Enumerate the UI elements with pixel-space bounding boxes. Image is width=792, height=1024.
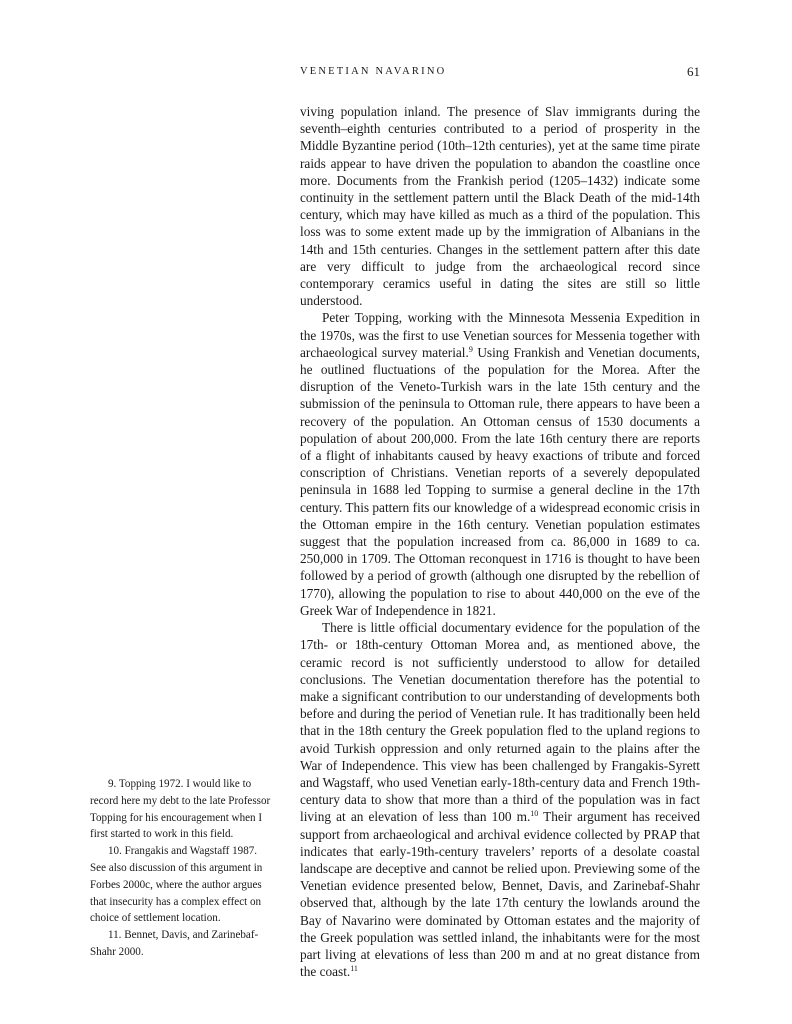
main-text — [300, 103, 700, 980]
footnote-11: 11. Bennet, Davis, and Zarinebaf-Shahr 2000. — [90, 929, 259, 958]
paragraph-3-text-b: Their argument has received support from archaeological and archival evidence collected by PRAP that indicates that early-19th-century travelers’ reports of a desolate coastal landscape are deceptive and cannot be relied upon. Previewing some of the Venetian evidence presented below, Bennet, Davis, and Zarinebaf-Shahr observed that, although by the late 17th century the lowlands around the Bay of Navarino were dominated by Ottoman estates and the majority of the Greek population was settled inland, the inhabitants were for the most part living at elevations of less than 200 m and at no great distance from the coast. — [300, 809, 701, 980]
page-number: 61 — [687, 64, 700, 79]
paragraph-1-text: viving population inland. The presence of Slav immigrants during the seventh–eighth centuries contributed to a period of prosperity in the Middle Byzantine period (10th–12th centuries), yet at the same time pirate raids appear to have driven the population to abandon the coastline once more. Documents from the Frankish period (1205–1432) indicate some continuity in the settlement pattern until the Black Death of the mid-14th century, which may have killed as much as a third of the population. This loss was to some extent made up by the immigration of Albanians in the 14th and 15th centuries. Changes in the settlement pattern after this date are very difficult to judge from the archaeological record since contemporary ceramics useful in dating the sites are still so little understood. — [300, 104, 700, 309]
footnote-9: 9. Topping 1972. I would like to record here my debt to the late Professor Topping for his encouragement when I first started to work in this field. — [90, 778, 271, 841]
paragraph-1 — [300, 103, 700, 309]
footnotes — [90, 776, 274, 961]
paragraph-2 — [300, 309, 700, 619]
paragraph-2-text-a: Peter Topping, working with the Minnesota Messenia Expedition in the 1970s, was the first to use Venetian sources for Messenia together with archaeological survey material. — [300, 310, 700, 360]
paragraph-3 — [300, 619, 700, 980]
paragraph-3-text-a: There is little official documentary evidence for the population of the 17th- or 18th-century Ottoman Morea and, as mentioned above, the ceramic record is not sufficiently understood to allow for detailed conclusions. The Venetian documentation therefore has the potential to make a significant contribution to our understanding of developments both before and during the period of Venetian rule. It has traditionally been held that in the 18th century the Greek population fled to the upland regions to avoid Turkish oppression and only returned again to the plains after the War of Independence. This view has been challenged by Frangakis-Syrett and Wagstaff, who used Venetian early-18th-century data and French 19th-century data to show that more than a third of the population was in fact living at an elevation of less than 100 m. — [300, 620, 700, 825]
running-head: VENETIAN NAVARINO — [300, 66, 447, 77]
footnote-ref-9[interactable]: 9 — [468, 344, 473, 354]
footnote-10: 10. Frangakis and Wagstaff 1987. See also discussion of this argument in Forbes 2000c, where the author argues that insecurity has a complex effect on choice of settlement location. — [90, 845, 263, 925]
footnote-ref-10[interactable]: 10 — [530, 809, 539, 819]
footnote-ref-11[interactable]: 11 — [350, 964, 358, 974]
paragraph-2-text-b: Using Frankish and Venetian documents, he outlined fluctuations of the population for the Morea. After the disruption of the Veneto-Turkish wars in the late 15th century and the submission of the peninsula to Ottoman rule, there appears to have been a recovery of the population. An Ottoman census of 1530 documents a population of about 200,000. From the late 16th century there are reports of a flight of inhabitants caused by heavy exactions of tribute and forced conscription of Christians. Venetian reports of a severely depopulated peninsula in 1688 led Topping to surmise a general decline in the 17th century. This pattern fits our knowledge of a widespread economic crisis in the Ottoman empire in the 16th century. Venetian population estimates suggest that the population increased from ca. 86,000 in 1689 to ca. 250,000 in 1709. The Ottoman reconquest in 1716 is thought to have been followed by a period of growth (although one disrupted by the rebellion of 1770), allowing the population to rise to about 440,000 on the eve of the Greek War of Independence in 1821. — [300, 344, 700, 618]
